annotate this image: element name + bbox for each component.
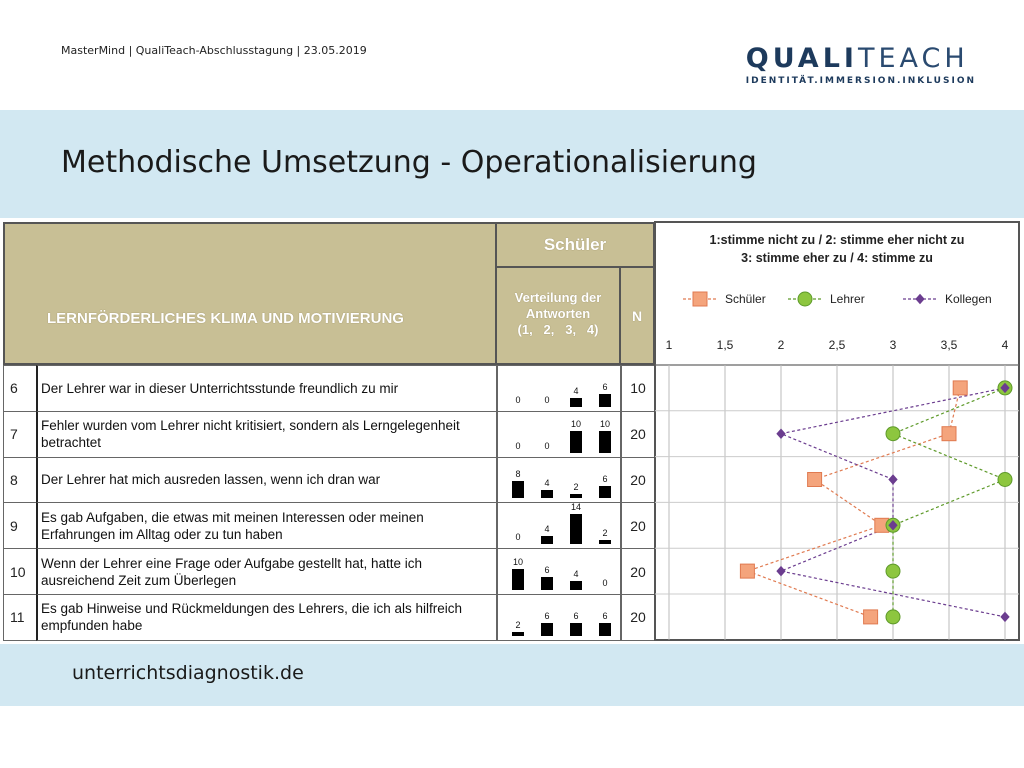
data-point-square (808, 473, 822, 487)
slide-title: Methodische Umsetzung - Operationalisierung (61, 145, 757, 180)
logo-wordmark (746, 44, 976, 74)
distribution-bar (570, 623, 582, 636)
distribution-bar-label: 0 (515, 394, 521, 405)
row-item-text: Es gab Aufgaben, die etwas mit meinen Interessen oder meinen Erfahrungen im Alltag oder zu tun haben (36, 502, 497, 549)
distribution-bar (570, 581, 582, 590)
distribution-bar-label: 6 (544, 565, 550, 576)
row-distribution (497, 411, 621, 458)
x-tick-label: 2 (777, 338, 785, 352)
logo-wordmark-thin: TEACH (857, 43, 969, 74)
chart-title-line2: 3: stimme eher zu / 4: stimme zu (741, 251, 933, 265)
distribution-bar (541, 490, 553, 499)
logo-tagline: IDENTITÄT.IMMERSION.INKLUSION (745, 76, 976, 86)
row-item-text: Wenn der Lehrer eine Frage oder Aufgabe gestellt hat, hatte ich ausreichend Zeit zum Überlegen (36, 548, 497, 595)
legend-label: Kollegen (945, 292, 992, 306)
data-point-square (953, 381, 967, 395)
distribution-bar-label: 6 (602, 473, 608, 484)
results-table (3, 222, 1021, 640)
distribution-bar-label: 14 (570, 502, 581, 513)
distribution-bar-label: 2 (573, 482, 579, 493)
distribution-bar-label: 8 (515, 469, 521, 480)
distribution-bar (599, 486, 611, 499)
group-header-label: Schüler (543, 235, 607, 254)
distribution-bar (570, 514, 582, 544)
row-number: 7 (3, 411, 37, 458)
distribution-bar-label: 10 (570, 419, 581, 430)
n-header-cell (619, 266, 655, 365)
row-distribution (497, 365, 621, 412)
distribution-bar-label: 2 (515, 619, 521, 630)
row-n-value: 20 (621, 457, 655, 504)
distribution-bar (541, 536, 553, 545)
x-tick-label: 4 (1001, 338, 1009, 352)
distribution-bar-label: 6 (544, 610, 550, 621)
distribution-bar-label: 4 (544, 477, 550, 488)
data-point-circle (886, 427, 900, 441)
data-point-circle (886, 564, 900, 578)
distribution-bar-label: 6 (602, 381, 608, 392)
distribution-bar (570, 494, 582, 498)
distribution-bar-label: 0 (544, 394, 550, 405)
legend-marker-circle (798, 292, 812, 306)
row-item-text: Es gab Hinweise und Rückmeldungen des Lehrers, die ich als hilfreich empfunden habe (36, 594, 497, 641)
data-point-circle (886, 610, 900, 624)
distribution-header-line3: (1, 2, 3, 4) (517, 322, 599, 337)
distribution-bar-label: 4 (544, 523, 550, 534)
data-point-square (864, 610, 878, 624)
likert-chart (655, 222, 1019, 640)
distribution-bar-label: 4 (573, 569, 579, 580)
distribution-bar-label: 0 (544, 440, 550, 451)
distribution-bar (512, 632, 524, 636)
distribution-bar-label: 0 (515, 532, 521, 543)
legend-marker-square (693, 292, 707, 306)
row-number: 8 (3, 457, 37, 504)
row-n-value: 20 (621, 411, 655, 458)
x-tick-label: 1,5 (716, 338, 734, 352)
section-title: LERNFÖRDERLICHES KLIMA UND MOTIVIERUNG (47, 310, 404, 327)
distribution-bar (541, 623, 553, 636)
data-point-square (740, 564, 754, 578)
distribution-header-line2: Antworten (525, 306, 591, 321)
row-distribution (497, 594, 621, 641)
row-number: 10 (3, 548, 37, 595)
distribution-bar (599, 540, 611, 544)
distribution-bar (512, 481, 524, 498)
distribution-bar (599, 394, 611, 407)
legend-label: Lehrer (830, 292, 865, 306)
logo-wordmark-bold: QUALI (745, 43, 858, 74)
distribution-bar (512, 569, 524, 590)
data-point-circle (998, 473, 1012, 487)
row-number: 9 (3, 502, 37, 549)
distribution-bar-label: 10 (512, 556, 523, 567)
section-header-cell (3, 222, 497, 365)
data-point-square (942, 427, 956, 441)
row-item-text: Fehler wurden vom Lehrer nicht kritisiert, sondern als Lerngelegenheit betrachtet (36, 411, 497, 458)
x-tick-label: 2,5 (828, 338, 846, 352)
distribution-bar-label: 6 (602, 610, 608, 621)
distribution-header-line1: Verteilung der (514, 290, 602, 305)
row-item-text: Der Lehrer hat mich ausreden lassen, wenn ich dran war (36, 457, 497, 504)
row-distribution (497, 457, 621, 504)
distribution-bar (570, 431, 582, 452)
distribution-bar (599, 431, 611, 452)
row-n-value: 20 (621, 502, 655, 549)
row-n-value: 20 (621, 548, 655, 595)
distribution-bar-label: 0 (515, 440, 521, 451)
n-header-label: N (631, 307, 643, 324)
distribution-bar-label: 6 (573, 610, 579, 621)
distribution-header-cell (495, 266, 621, 365)
x-tick-label: 3,5 (940, 338, 958, 352)
distribution-bar-label: 0 (602, 577, 608, 588)
row-n-value: 10 (621, 365, 655, 412)
chart-title-line1: 1:stimme nicht zu / 2: stimme eher nicht zu (709, 233, 965, 247)
group-header-cell (495, 222, 655, 268)
distribution-bar (570, 398, 582, 407)
legend-label: Schüler (725, 292, 766, 306)
row-n-value: 20 (621, 594, 655, 641)
conference-info: MasterMind | QualiTeach-Abschlusstagung | 23.05.2019 (61, 44, 367, 57)
row-number: 11 (3, 594, 37, 641)
row-item-text: Der Lehrer war in dieser Unterrichtsstunde freundlich zu mir (36, 365, 497, 412)
row-distribution (497, 548, 621, 595)
row-number: 6 (3, 365, 37, 412)
qualiteach-logo (746, 44, 976, 86)
distribution-bar (541, 577, 553, 590)
distribution-bar-label: 10 (599, 419, 610, 430)
x-tick-label: 3 (889, 338, 897, 352)
distribution-bar (599, 623, 611, 636)
distribution-bar-label: 4 (573, 386, 579, 397)
distribution-bar-label: 2 (602, 527, 608, 538)
x-tick-label: 1 (665, 338, 673, 352)
footer-website: unterrichtsdiagnostik.de (72, 662, 304, 684)
row-distribution (497, 502, 621, 549)
